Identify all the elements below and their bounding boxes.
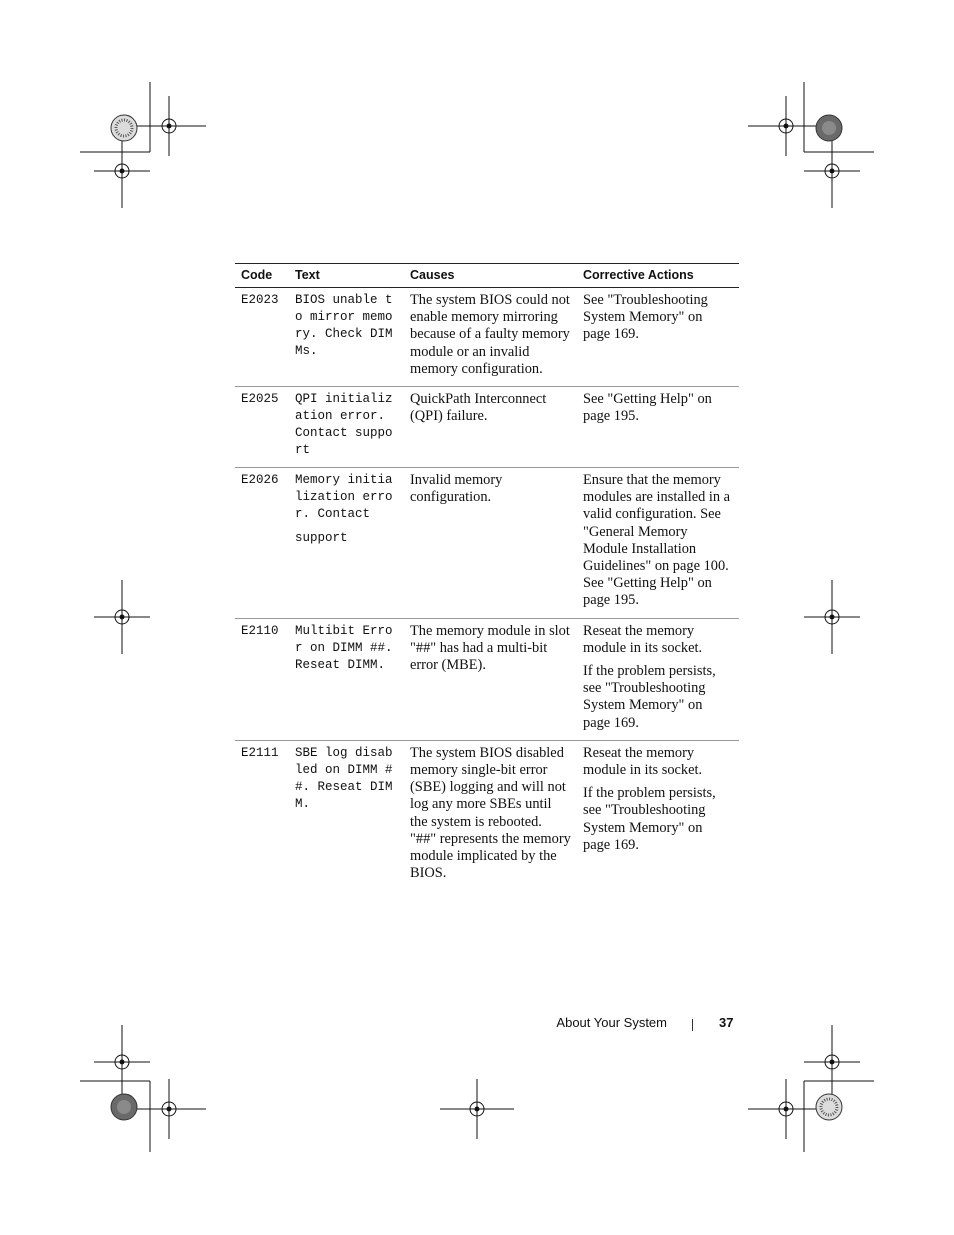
corrective-actions bbox=[577, 288, 739, 387]
page-number: 37 bbox=[719, 1015, 734, 1030]
action-paragraph: See "Troubleshooting System Memory" on page 169. bbox=[583, 292, 708, 343]
action-paragraph: See "Getting Help" on page 195. bbox=[583, 391, 712, 425]
error-text bbox=[289, 740, 404, 890]
table-header-row bbox=[235, 264, 739, 288]
error-text-line: support bbox=[295, 531, 348, 546]
error-text-line: SBE log disabled on DIMM ##. Reseat DIMM. bbox=[295, 745, 393, 811]
error-message-table bbox=[235, 263, 739, 890]
table-row bbox=[235, 618, 739, 740]
error-causes: The system BIOS could not enable memory mirroring because of a faulty memory module or an invalid memory configuration. bbox=[404, 288, 577, 387]
action-paragraph: Ensure that the memory modules are installed in a valid configuration. See "General Memory Module Installation Guidelines" on page 100. See "Getting Help" on page 195. bbox=[583, 472, 731, 609]
error-causes: Invalid memory configuration. bbox=[404, 468, 577, 619]
error-code: E2110 bbox=[235, 618, 289, 740]
action-paragraph: If the problem persists, see "Troubleshooting System Memory" on page 169. bbox=[583, 663, 716, 731]
error-text bbox=[289, 387, 404, 468]
corrective-actions bbox=[577, 468, 739, 619]
error-text-line: Memory initialization error. Contact bbox=[295, 473, 393, 522]
action-paragraph: Reseat the memory module in its socket. bbox=[583, 744, 703, 779]
error-text-line: QPI initialization error. Contact support bbox=[295, 392, 393, 458]
error-text bbox=[289, 618, 404, 740]
table-row bbox=[235, 288, 739, 387]
error-text bbox=[289, 468, 404, 619]
table-row bbox=[235, 387, 739, 468]
error-text bbox=[289, 288, 404, 387]
error-code: E2025 bbox=[235, 387, 289, 468]
column-header-corrective-actions: Corrective Actions bbox=[577, 264, 739, 288]
error-causes: The system BIOS disabled memory single-bit error (SBE) logging and will not log any more SBEs until the system is rebooted. "##" represents the memory module implicated by the BIOS. bbox=[410, 744, 571, 882]
action-paragraph: Reseat the memory module in its socket. bbox=[583, 622, 703, 656]
column-header-code: Code bbox=[235, 264, 289, 288]
error-code: E2026 bbox=[235, 468, 289, 619]
error-causes: QuickPath Interconnect (QPI) failure. bbox=[404, 387, 577, 468]
error-text-line: Multibit Error on DIMM ##. Reseat DIMM. bbox=[295, 623, 393, 672]
error-text-line: BIOS unable to mirror memory. Check DIMMs. bbox=[295, 293, 393, 358]
corrective-actions bbox=[577, 387, 739, 468]
table-row bbox=[235, 468, 739, 619]
column-header-text: Text bbox=[289, 264, 404, 288]
corrective-actions bbox=[577, 740, 739, 890]
table-row bbox=[235, 740, 739, 890]
action-paragraph: If the problem persists, see "Troubleshooting System Memory" on page 169. bbox=[583, 785, 716, 853]
footer-separator bbox=[692, 1019, 693, 1031]
error-code: E2111 bbox=[241, 745, 279, 760]
corrective-actions bbox=[577, 618, 739, 740]
error-code: E2023 bbox=[235, 288, 289, 387]
footer-section-title: About Your System bbox=[556, 1015, 667, 1030]
error-causes: The memory module in slot "##" has had a multi-bit error (MBE). bbox=[404, 618, 577, 740]
column-header-causes: Causes bbox=[404, 264, 577, 288]
